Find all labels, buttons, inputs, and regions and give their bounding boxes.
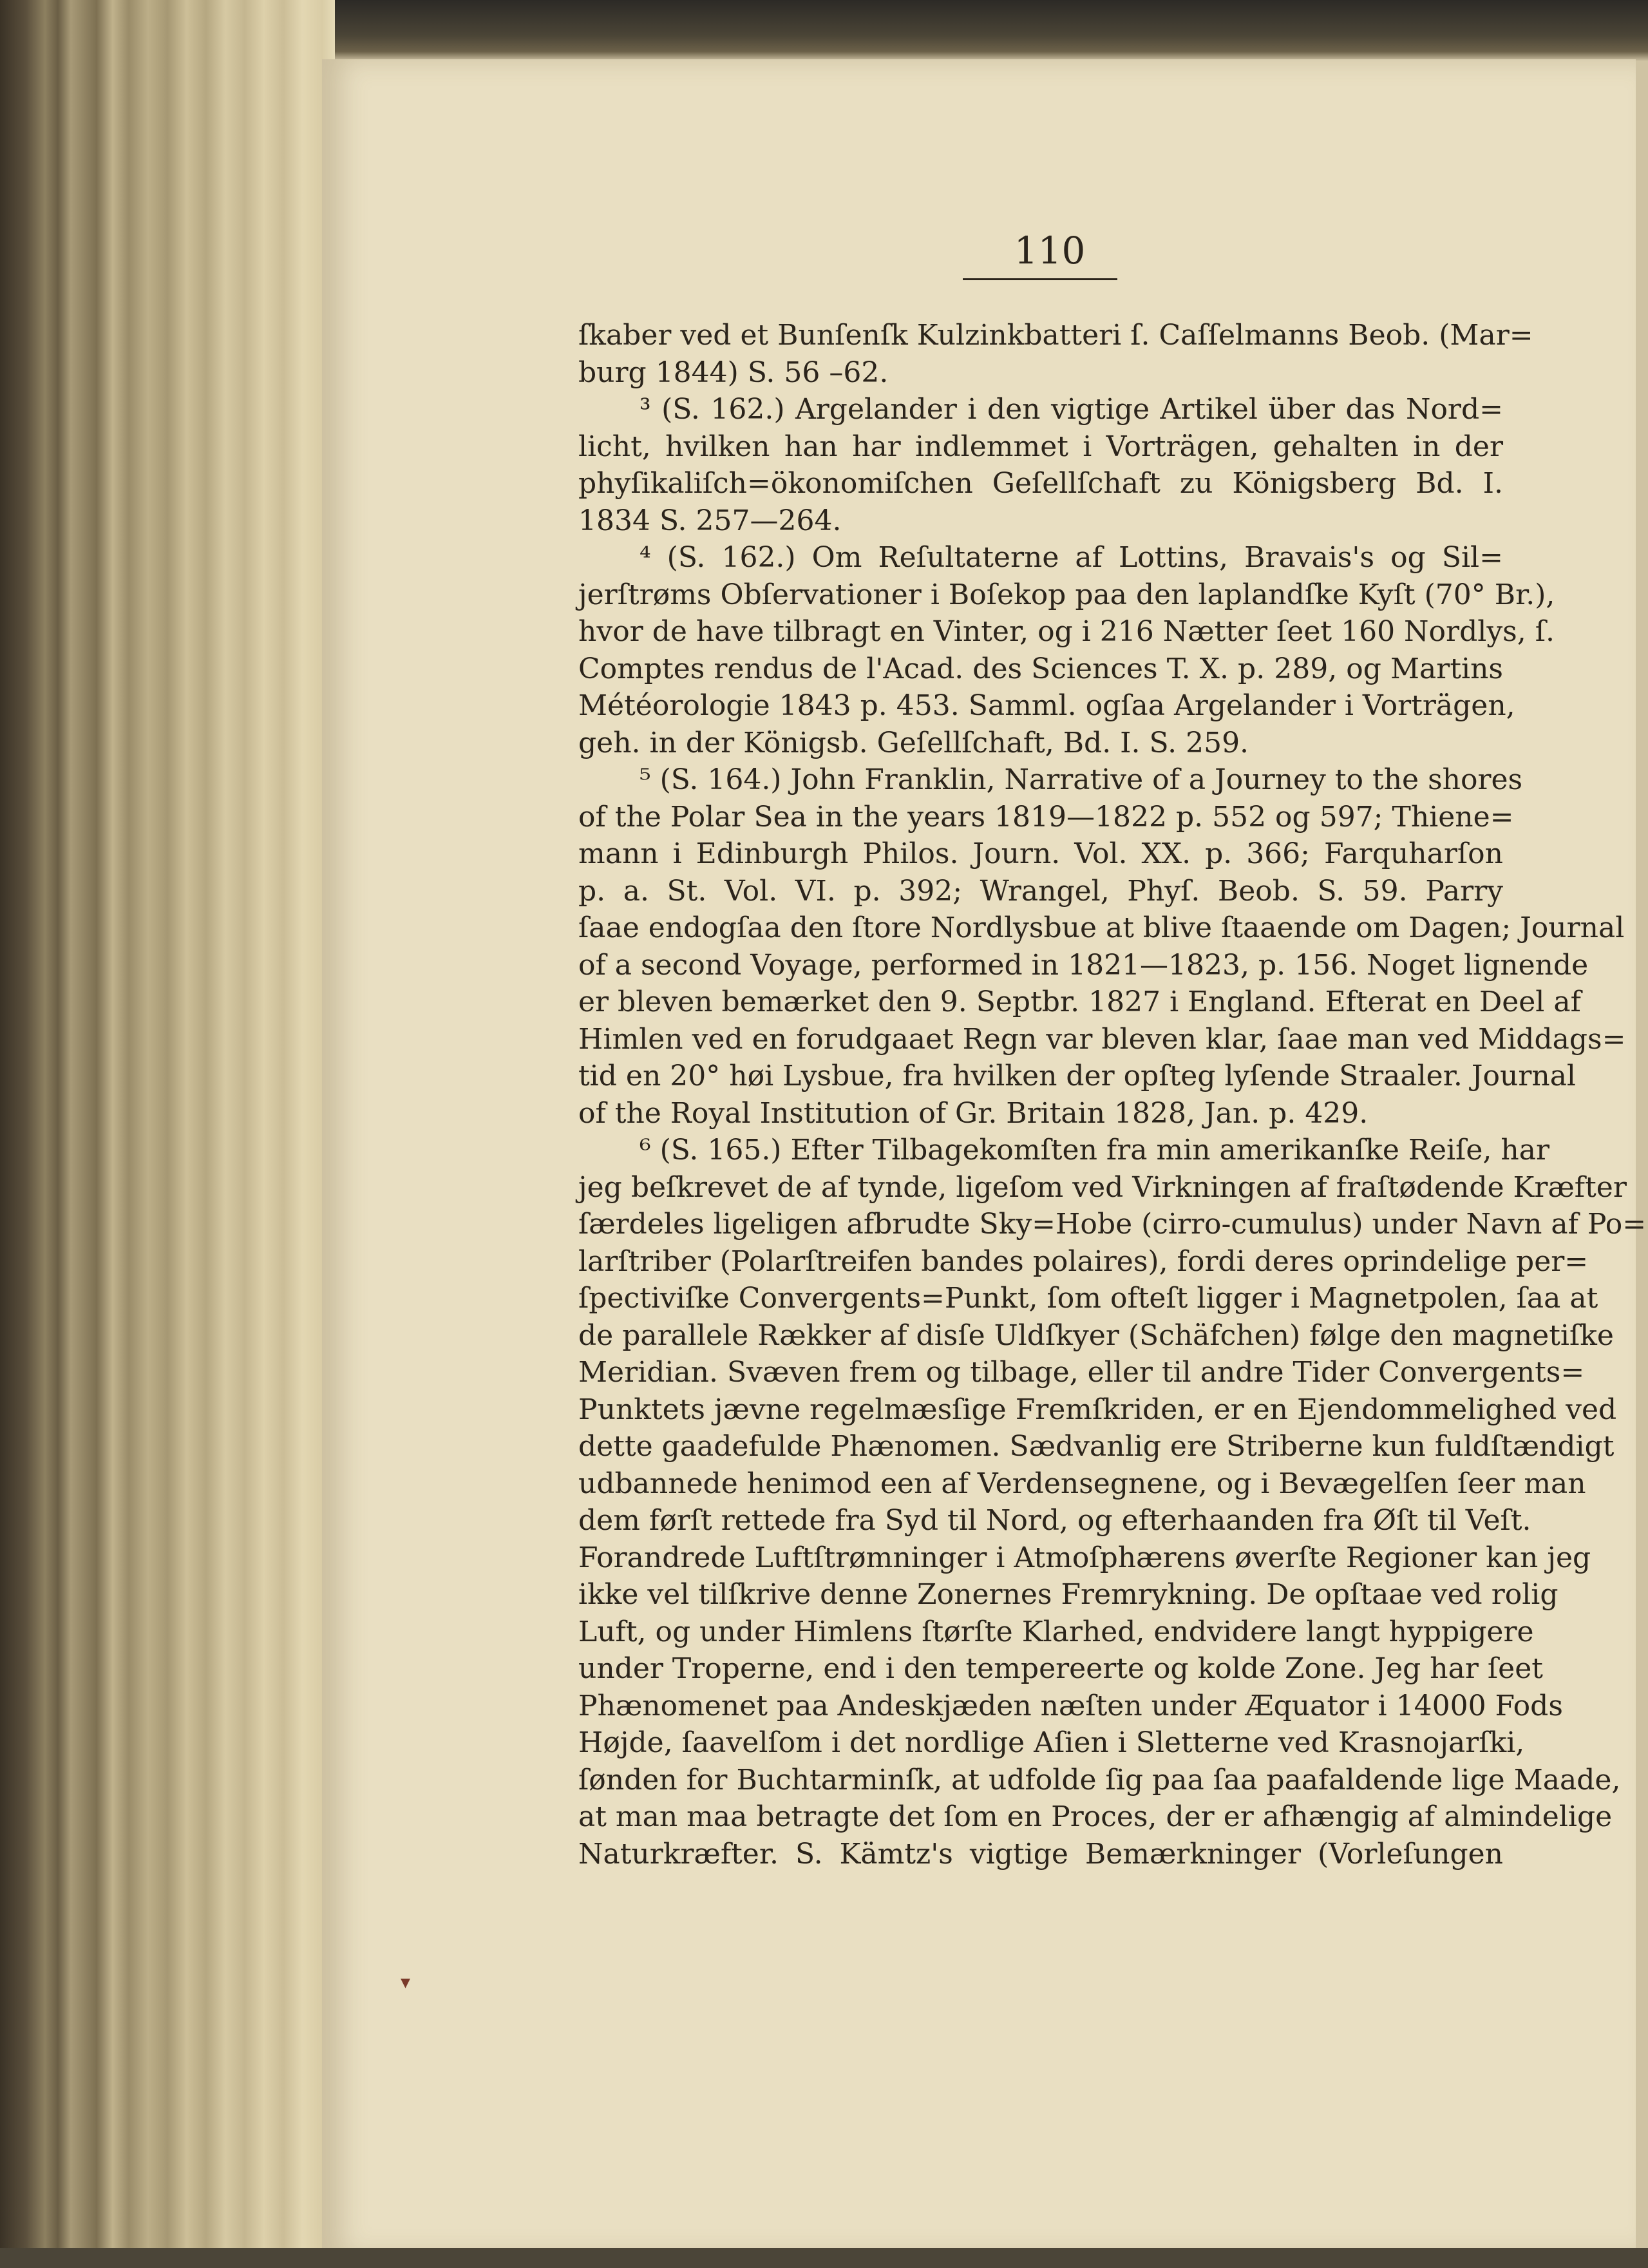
text-line: burg 1844) S. 56 –62. [578, 356, 889, 389]
footnotes-text [578, 317, 1647, 1873]
text-line: Luft, og under Himlens ſtørſte Klarhed, endvidere langt hyppigere [578, 1615, 1534, 1648]
text-line: under Troperne, end i den tempereerte og kolde Zone. Jeg har ſeet [578, 1652, 1543, 1685]
text-line: of the Royal Institution of Gr. Britain 1828, Jan. p. 429. [578, 1096, 1369, 1130]
book-cover-bottom-edge [0, 2248, 1648, 2268]
ink-blot: ▾ [401, 1971, 411, 1994]
text-line: ikke vel tilſkrive denne Zonernes Fremrykning. De opſtaae ved rolig [578, 1578, 1558, 1611]
text-line: Himlen ved en forudgaaet Regn var bleven klar, ſaae man ved Middags= [578, 1022, 1626, 1056]
text-line: at man maa betragte det ſom en Proces, der er afhængig af almindelige [578, 1800, 1613, 1833]
text-line: er bleven bemærket den 9. Septbr. 1827 i England. Efterat en Deel af [578, 986, 1581, 1018]
text-line: of the Polar Sea in the years 1819—1822 p. 552 og 597; Thiene= [578, 800, 1514, 834]
text-line: Comptes rendus de l'Acad. des Sciences T. X. p. 289, og Martins [578, 652, 1503, 685]
text-line: Højde, ſaavelſom i det nordlige Aſien i Sletterne ved Krasnojarſki, [578, 1726, 1525, 1759]
footnote-5-start: ⁵ (S. 164.) John Franklin, Narrative of a Journey to the shores [639, 763, 1523, 796]
book-page-edges [0, 0, 335, 2268]
page-number: 110 [1014, 229, 1086, 272]
text-line: phyſikaliſch=ökonomiſchen Geſellſchaft zu Königsberg Bd. I. [578, 467, 1503, 500]
text-line: dem førſt rettede fra Syd til Nord, og efterhaanden fra Øſt til Veſt. [578, 1504, 1531, 1537]
text-line: licht, hvilken han har indlemmet i Vorträgen, gehalten in der [578, 430, 1503, 463]
text-line: hvor de have tilbragt en Vinter, og i 216 Nætter ſeet 160 Nordlys, ſ. [578, 615, 1555, 648]
text-line: ſkaber ved et Bunſenſk Kulzinkbatteri ſ. Caſſelmanns Beob. (Mar= [578, 319, 1533, 352]
text-line: ſønden for Buchtarminſk, at udfolde ſig paa ſaa paafaldende lige Maade, [578, 1763, 1621, 1796]
text-line: udbannede henimod een af Verdensegnene, og i Bevægelſen ſeer man [578, 1467, 1586, 1500]
text-line: Phænomenet paa Andeskjæden næſten under Æquator i 14000 Fods [578, 1689, 1563, 1722]
text-line: ſærdeles ligeligen afbrudte Sky=Hobe (cirro-cumulus) under Navn af Po= [578, 1208, 1647, 1241]
text-line: de parallele Rækker af disſe Uldſkyer (Schäfchen) følge den magnetiſke [578, 1319, 1614, 1352]
footnote-4-start: ⁴ (S. 162.) Om Reſultaterne af Lottins, Bravais's og Sil= [639, 541, 1503, 574]
text-line: geh. in der Königsb. Geſellſchaft, Bd. I. S. 259. [578, 726, 1249, 759]
page-number-underline [963, 278, 1117, 280]
text-line: Forandrede Luftſtrømninger i Atmoſphærens øverſte Regioner kan jeg [578, 1541, 1591, 1574]
text-line: ſpectiviſke Convergents=Punkt, ſom ofteſt ligger i Magnetpolen, ſaa at [578, 1282, 1598, 1315]
text-line: p. a. St. Vol. VI. p. 392; Wrangel, Phyſ. Beob. S. 59. Parry [578, 874, 1503, 908]
footnote-6-start: ⁶ (S. 165.) Efter Tilbagekomſten fra min amerikanſke Reiſe, har [639, 1134, 1550, 1167]
text-line: jerſtrøms Obſervationer i Boſekop paa den laplandſke Kyſt (70° Br.), [578, 578, 1555, 611]
text-line: ſaae endogſaa den ſtore Nordlysbue at blive ſtaaende om Dagen; Journal [578, 911, 1625, 944]
text-line: mann i Edinburgh Philos. Journ. Vol. XX. p. 366; Farquharſon [578, 837, 1503, 870]
text-line: Meridian. Svæven frem og tilbage, eller til andre Tider Convergents= [578, 1356, 1585, 1389]
text-line: of a second Voyage, performed in 1821—1823, p. 156. Noget lignende [578, 948, 1589, 982]
text-line: jeg beſkrevet de af tynde, ligeſom ved Virkningen af fraſtødende Kræfter [578, 1170, 1627, 1204]
text-line: Météorologie 1843 p. 453. Samml. ogſaa Argelander i Vorträgen, [578, 689, 1515, 722]
text-line: tid en 20° høi Lysbue, fra hvilken der opſteg lyſende Straaler. Journal [578, 1060, 1577, 1092]
footnote-3-start: ³ (S. 162.) Argelander i den vigtige Artikel über das Nord= [639, 393, 1503, 426]
text-line: 1834 S. 257—264. [578, 504, 842, 537]
text-line: Naturkræfter. S. Kämtz's vigtige Bemærkninger (Vorleſungen [578, 1837, 1503, 1871]
text-line: larſtriber (Polarſtreifen bandes polaires), fordi deres oprindelige per= [578, 1244, 1589, 1278]
text-line: dette gaadefulde Phænomen. Sædvanlig ere Striberne kun fuldſtændigt [578, 1430, 1615, 1463]
text-line: Punktets jævne regelmæsſige Fremſkriden, er en Ejendommelighed ved [578, 1393, 1617, 1426]
